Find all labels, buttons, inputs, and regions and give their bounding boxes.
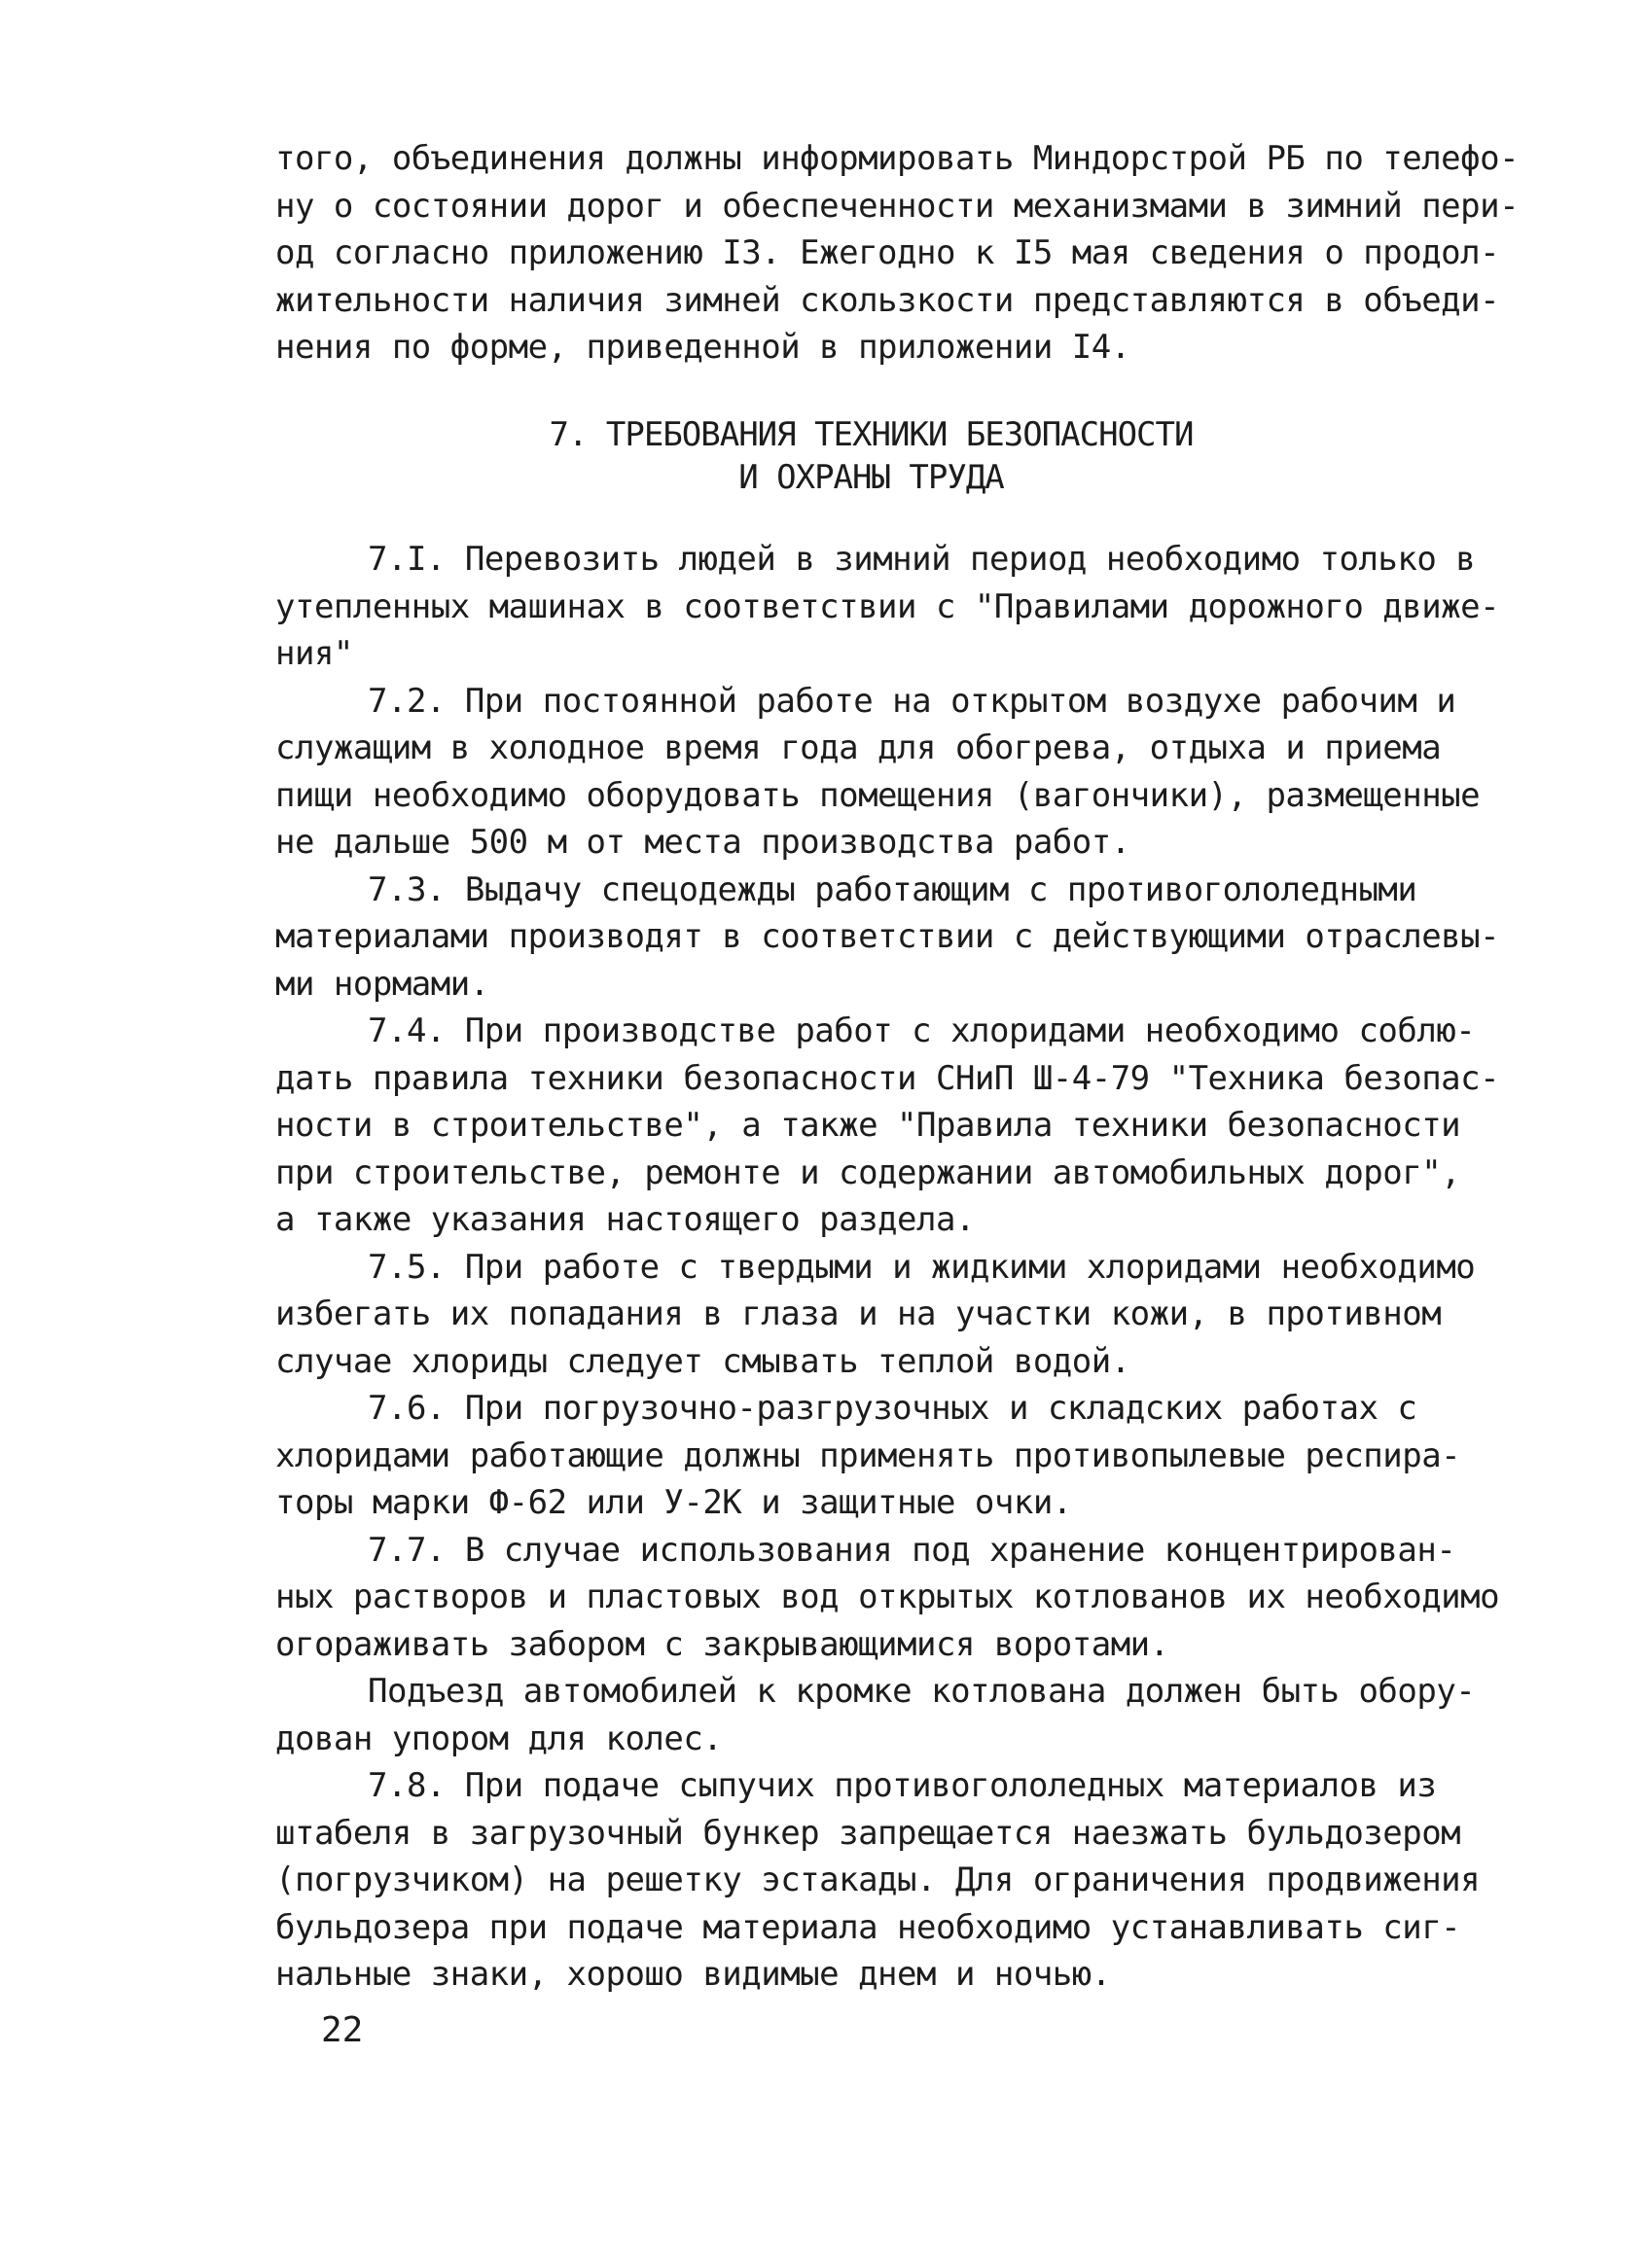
text-line: дован упором для колес. <box>275 1719 723 1758</box>
text-line: дать правила техники безопасности СНиП Ш-4-79 "Техника безопас- <box>275 1058 1500 1098</box>
section-heading <box>275 413 1467 499</box>
text-line: случае хлориды следует смывать теплой водой. <box>275 1341 1130 1381</box>
text-line: ния" <box>275 634 353 673</box>
text-line: штабеля в загрузочный бункер запрещается наезжать бульдозером <box>275 1813 1461 1853</box>
text-line: хлоридами работающие должны применять противопылевые респира- <box>275 1435 1461 1475</box>
text-line: ности в строительстве", а также "Правила техники безопасности <box>275 1106 1461 1145</box>
text-line: ну о состоянии дорог и обеспеченности механизмами в зимний пери- <box>275 186 1520 226</box>
text-line: избегать их попадания в глаза и на участки кожи, в противном <box>275 1294 1442 1333</box>
text-line: ных растворов и пластовых вод открытых котлованов их необходимо <box>275 1577 1500 1616</box>
text-line: торы марки Ф-62 или У-2К и защитные очки. <box>275 1483 1072 1522</box>
section-heading-line-1: 7. ТРЕБОВАНИЯ ТЕХНИКИ БЕЗОПАСНОСТИ <box>549 415 1194 454</box>
text-line: 7.I. Перевозить людей в зимний период необходимо только в <box>368 540 1476 579</box>
text-line: материалами производят в соответствии с действующими отраслевы- <box>275 917 1500 956</box>
text-line: огораживать забором с закрывающимися воротами. <box>275 1624 1169 1664</box>
page-number: 22 <box>321 2010 364 2050</box>
text-line: того, объединения должны информировать Миндорстрой РБ по телефо- <box>275 139 1520 178</box>
text-line: нения по форме, приведенной в приложении I4. <box>275 328 1130 367</box>
text-line: не дальше 500 м от места производства работ. <box>275 823 1130 862</box>
text-line: 7.3. Выдачу спецодежды работающим с противогололедными <box>368 869 1417 909</box>
text-line: 7.4. При производстве работ с хлоридами необходимо соблю- <box>368 1011 1476 1050</box>
text-line: 7.6. При погрузочно-разгрузочных и складских работах с <box>368 1389 1417 1428</box>
text-line: од согласно приложению I3. Ежегодно к I5 мая сведения о продол- <box>275 233 1500 272</box>
text-line: жительности наличия зимней скользкости представляются в объеди- <box>275 280 1500 320</box>
text-line: ми нормами. <box>275 964 489 1004</box>
intro-paragraph <box>275 135 1520 372</box>
section-heading-line-2: И ОХРАНЫ ТРУДА <box>738 458 1004 497</box>
text-line: нальные знаки, хорошо видимые днем и ночью. <box>275 1955 1111 1994</box>
text-line: служащим в холодное время года для обогрева, отдыха и приема <box>275 728 1442 767</box>
text-line: утепленных машинах в соответствии с "Правилами дорожного движе- <box>275 586 1500 626</box>
text-line: бульдозера при подаче материала необходимо устанавливать сиг- <box>275 1907 1461 1947</box>
text-line: Подъезд автомобилей к кромке котлована должен быть обору- <box>368 1672 1476 1711</box>
text-line: 7.2. При постоянной работе на открытом воздухе рабочим и <box>368 681 1456 721</box>
text-line: (погрузчиком) на решетку эстакады. Для ограничения продвижения <box>275 1860 1481 1899</box>
text-line: 7.5. При работе с твердыми и жидкими хлоридами необходимо <box>368 1247 1476 1287</box>
section-body <box>275 536 1500 1999</box>
text-line: пищи необходимо оборудовать помещения (вагончики), размещенные <box>275 775 1481 815</box>
text-line: 7.8. При подаче сыпучих противогололедных материалов из <box>368 1766 1437 1805</box>
text-line: а также указания настоящего раздела. <box>275 1200 975 1239</box>
text-line: при строительстве, ремонте и содержании автомобильных дорог", <box>275 1152 1461 1192</box>
text-line: 7.7. В случае использования под хранение концентрирован- <box>368 1530 1456 1570</box>
